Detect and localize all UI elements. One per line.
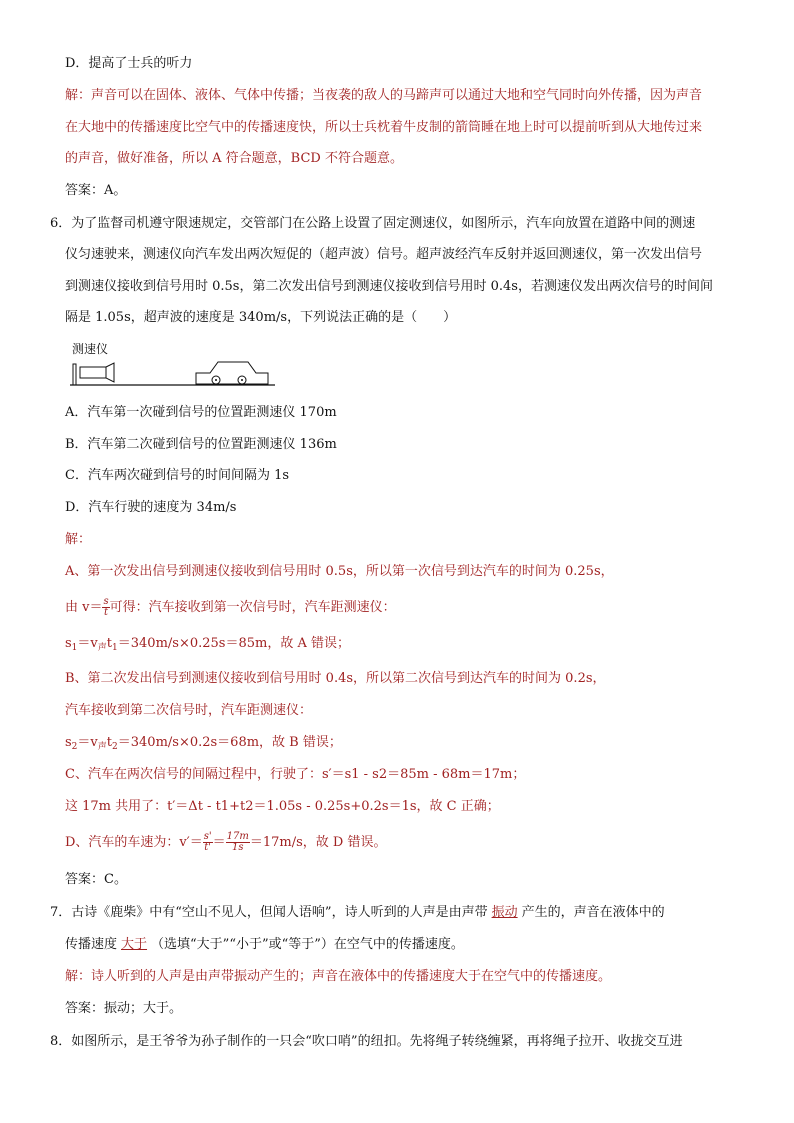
camera-body-icon [80, 367, 106, 378]
fraction-17m-over-1s [226, 832, 250, 853]
calc-result: ＝340m/s×0.25s＝85m，故 A 错误； [117, 636, 350, 651]
q7-stem-line-2 [65, 934, 746, 956]
q6-stem-line-3: 到测速仪接收到信号用时 0.5s，第二次发出信号到测速仪接收到信号用时 0.4s，若测速仪发出两次信号的时间间 [65, 279, 713, 294]
road-car-illustration [70, 340, 280, 390]
q6-solution-b2: 汽车接收到第二次信号时，汽车距测速仪： [65, 703, 313, 718]
q6-solution-b3 [65, 732, 746, 754]
q7-solution: 解：诗人听到的人声是由声带振动产生的；声音在液体中的传播速度大于在空气中的传播速度。 [65, 969, 612, 984]
q7-stem-line-1 [50, 902, 746, 924]
subscript: 2 [71, 742, 78, 752]
q7-stem-text: 7．古诗《鹿柴》中有“空山不见人，但闻人语响”，诗人听到的人声是由声带 [50, 905, 488, 920]
formula-suffix: ＝17m/s，故 D 错误。 [249, 835, 387, 850]
calc-result: ＝340m/s×0.2s＝68m，故 B 错误； [117, 735, 342, 750]
subscript-sound: 声 [97, 742, 107, 752]
speed-camera-diagram [70, 340, 280, 390]
subscript: 1 [71, 643, 78, 653]
equals-sign: ＝ [212, 835, 226, 850]
speed-camera-label: 测速仪 [72, 342, 109, 356]
symbol-v: ＝v [77, 636, 98, 651]
q6-solution-a2 [65, 594, 746, 622]
q6-stem-line-2: 仪匀速驶来，测速仪向汽车发出两次短促的（超声波）信号。超声波经汽车反射并返回测速仪，第一次发出信号 [65, 247, 703, 262]
q6-option-a: A．汽车第一次碰到信号的位置距测速仪 170m [65, 405, 337, 420]
camera-post-icon [73, 364, 76, 385]
fraction-s-prime-over-t-prime [203, 832, 213, 853]
q7-stem-text: （选填“大于”“小于”或“等于”）在空气中的传播速度。 [151, 937, 464, 952]
q6-stem-line-4: 隔是 1.05s，超声波的速度是 340m/s，下列说法正确的是（ ） [65, 310, 457, 325]
symbol-t: t [106, 735, 113, 750]
symbol-s: s [65, 735, 72, 750]
q5-solution-line-3: 的声音，做好准备，所以 A 符合题意，BCD 不符合题意。 [65, 151, 403, 166]
q7-blank-answer-1: 振动 [491, 905, 518, 920]
q6-option-c: C．汽车两次碰到信号的时间间隔为 1s [65, 468, 290, 483]
q7-blank-answer-2: 大于 [121, 937, 148, 952]
symbol-v: ＝v [77, 735, 98, 750]
subscript-sound: 声 [97, 643, 107, 653]
q6-answer: 答案：C。 [65, 872, 127, 887]
q6-solution-b1: B、第二次发出信号到测速仪接收到信号用时 0.4s，所以第二次信号到达汽车的时间为 0.2s， [65, 671, 606, 686]
symbol-s: s [65, 636, 72, 651]
q7-stem-text: 传播速度 [65, 937, 118, 952]
q6-solution-c1: C、汽车在两次信号的间隔过程中，行驶了：s′＝s1 - s2＝85m - 68m＝17m； [65, 767, 526, 782]
q6-stem-line-1: 6．为了监督司机遵守限速规定，交管部门在公路上设置了固定测速仪，如图所示，汽车向放置在道路中间的测速 [50, 216, 696, 231]
formula-prefix: 由 v＝ [65, 600, 103, 615]
subscript: 2 [112, 742, 118, 752]
formula-prefix: D、汽车的车速为：v′＝ [65, 835, 203, 850]
q8-stem-line-1: 8．如图所示，是王爷爷为孙子制作的一只会“吹口哨”的纽扣。先将绳子转绕缠紧，再将绳子拉开、收拢交互进 [50, 1034, 683, 1049]
q7-stem-text: 产生的，声音在液体中的 [521, 905, 665, 920]
q5-solution-line-1: 解：声音可以在固体、液体、气体中传播；当夜袭的敌人的马蹄声可以通过大地和空气同时向外传播，因为声音 [65, 88, 703, 103]
q6-solution-d [65, 828, 746, 858]
q7-answer: 答案：振动；大于。 [65, 1001, 183, 1016]
fraction-denominator: 1s [232, 842, 244, 853]
fraction-numerator: s' [203, 831, 212, 842]
car-icon [196, 362, 268, 384]
camera-lens-icon [106, 363, 114, 382]
q5-option-d: D．提高了士兵的听力 [65, 56, 193, 71]
q6-solution-a3 [65, 633, 746, 655]
q5-answer: 答案：A。 [65, 183, 127, 198]
q6-solution-c2: 这 17m 共用了：t′＝Δt - t1+t2＝1.05s - 0.25s+0.2s＝1s，故 C 正确； [65, 799, 500, 814]
q6-option-d: D．汽车行驶的速度为 34m/s [65, 500, 237, 515]
fraction-denominator: t' [204, 842, 212, 853]
q6-option-b: B．汽车第二次碰到信号的位置距测速仪 136m [65, 437, 337, 452]
fraction-numerator: s [103, 596, 109, 607]
formula-suffix: 可得：汽车接收到第一次信号时，汽车距测速仪： [109, 600, 396, 615]
fraction-s-over-t [102, 597, 109, 618]
fraction-denominator: t [104, 607, 109, 618]
q6-solution-a1: A、第一次发出信号到测速仪接收到信号用时 0.5s，所以第一次信号到达汽车的时间为 0.25s， [65, 564, 614, 579]
q6-solution-head: 解： [65, 532, 92, 547]
fraction-numerator: 17m [226, 831, 249, 842]
subscript: 1 [112, 643, 118, 653]
symbol-t: t [106, 636, 113, 651]
q5-solution-line-2: 在大地中的传播速度比空气中的传播速度快，所以士兵枕着牛皮制的箭筒睡在地上时可以提前听到从大地传过来 [65, 120, 703, 135]
